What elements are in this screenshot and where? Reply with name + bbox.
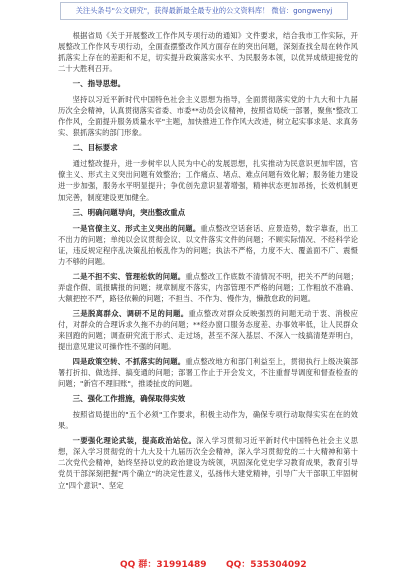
body-paragraph: [58, 435, 358, 490]
paragraph-text: 重点整改对群众反映强烈的问题无动于衷、消极应付，对群众的合理诉求久拖不办的问题；**经办窗口服务态度差、办事效率低，让人民群众来回跑的问题；调查研究流于形式、走过场，甚至不深入基层、不深入一线搞清楚弄明白，提出意见建议可操作性不强的问题。: [58, 308, 358, 352]
body-paragraph: [58, 271, 358, 304]
contact-footer: [58, 555, 358, 571]
section-heading: 二、目标要求: [72, 143, 118, 153]
paragraph-lead: 一要强化理论武装，提高政治站位。: [72, 436, 197, 446]
body-paragraph: [58, 223, 358, 267]
section-heading: 一、指导思想。: [72, 79, 126, 89]
section-heading: 三、明确问题导向，突出整改重点: [72, 207, 186, 217]
body-paragraph: [58, 30, 358, 74]
promo-banner: 关注头条号"公文研究"，获得最新最全最专业的公文资料库！ 微信：gongwenyj: [60, 2, 348, 20]
paragraph-text: 深入学习贯彻习近平新时代中国特色社会主义思想，深入学习贯彻党的十九大及十九届历次全会精神，深入学习贯彻党的二十大精神和第十二次党代会精神，始终坚持以党的政治建设为统领，巩固深化党史学习教育成果，教育引导党员干部深刻把握"两个确立"的决定性意义，弘扬伟大建党精神，引导广大干部职工牢固树立"四个意识"、坚定: [58, 436, 358, 490]
paragraph-lead: 四是政策空转、不抓落实的问题。: [72, 357, 186, 367]
body-paragraph: [58, 308, 358, 352]
qq-group-number: QQ 群：31991489: [120, 560, 207, 570]
paragraph-text: 按照省局提出的"五个必须"工作要求，积极主动作为，确保专项行动取得实实在在的效果。: [58, 410, 358, 431]
paragraph-text: 通过整改提升，进一步树牢以人民为中心的发展思想，扎实推动为民意识更加牢固，官僚主义、形式主义突出问题有效整治；工作痛点、堵点、难点问题有效化解；服务能力建设进一步加强，服务水平明显提升；争优创先意识显著增强，精神状态更加昂扬，长效机制更加完善，制度建设更加健全。: [58, 159, 358, 202]
paragraph-lead: 一是官僚主义、形式主义突出的问题。: [72, 223, 201, 233]
paragraph-text: 坚持以习近平新时代中国特色社会主义思想为指导，全面贯彻落实党的十九大和十九届历次全会精神，认真贯彻落实省委、市委**动员会议精神，按照省局统一部署，聚焦"整改工作作风，全面提升服务质量水平"主题，加快推进工作作风大改进，树立起实事求是、求真务实、狠抓落实的部门形象。: [58, 95, 358, 138]
body-paragraph: [58, 409, 358, 431]
paragraph-text: 重点整改空话套话、应景造势，数字靠查，出工不出力的问题；单纯以会议贯彻会议、以文件落实文件的问题；不顾实际情况、不经科学论证，违反规定程序乱决策乱拍板乱作为的问题；执法不严格，力度不大、覆盖面不广、震慑力不够的问题。: [58, 223, 358, 266]
document-body: [58, 30, 358, 495]
paragraph-lead: 二是不担不实、管理松软的问题。: [72, 271, 186, 281]
body-paragraph: [58, 356, 358, 389]
paragraph-text: 重点整改工作底数不清情况不明，把关不严的问题；弄虚作假、谎报瞒报的问题；规章制度不落实，内部管理不严格的问题；工作粗放不准确、大额把控不严，路径依赖的问题；不担当、不作为、慢作为，懒散怠政的问题。: [58, 271, 359, 303]
paragraph-text: 重点整改地方和部门利益至上，贯彻执行上级决策部署打折扣、做选择、搞变通的问题；部署工作止于开会发文，不注重督导调度和督查检查的问题；"新官不理旧账"，推诿扯皮的问题。: [58, 357, 359, 389]
paragraph-text: 根据省局《关于开展整改工作作风专项行动的通知》文件要求，结合我市工作实际，开展整改工作作风专项行动，全面查摆整改作风方面存在的突出问题，深刻查找全局在转作风抓落实上存在的差距和不足，切实提升政策落实水平、为民服务本领，以优异成绩迎接党的二十大胜利召开。: [58, 31, 358, 74]
paragraph-lead: 三是脱离群众、调研不足的问题。: [72, 308, 189, 318]
section-heading: 三、强化工作措施，确保取得实效: [72, 394, 186, 404]
body-paragraph: [58, 158, 358, 202]
body-paragraph: [58, 94, 358, 138]
qq-number: QQ：535304092: [226, 560, 307, 570]
